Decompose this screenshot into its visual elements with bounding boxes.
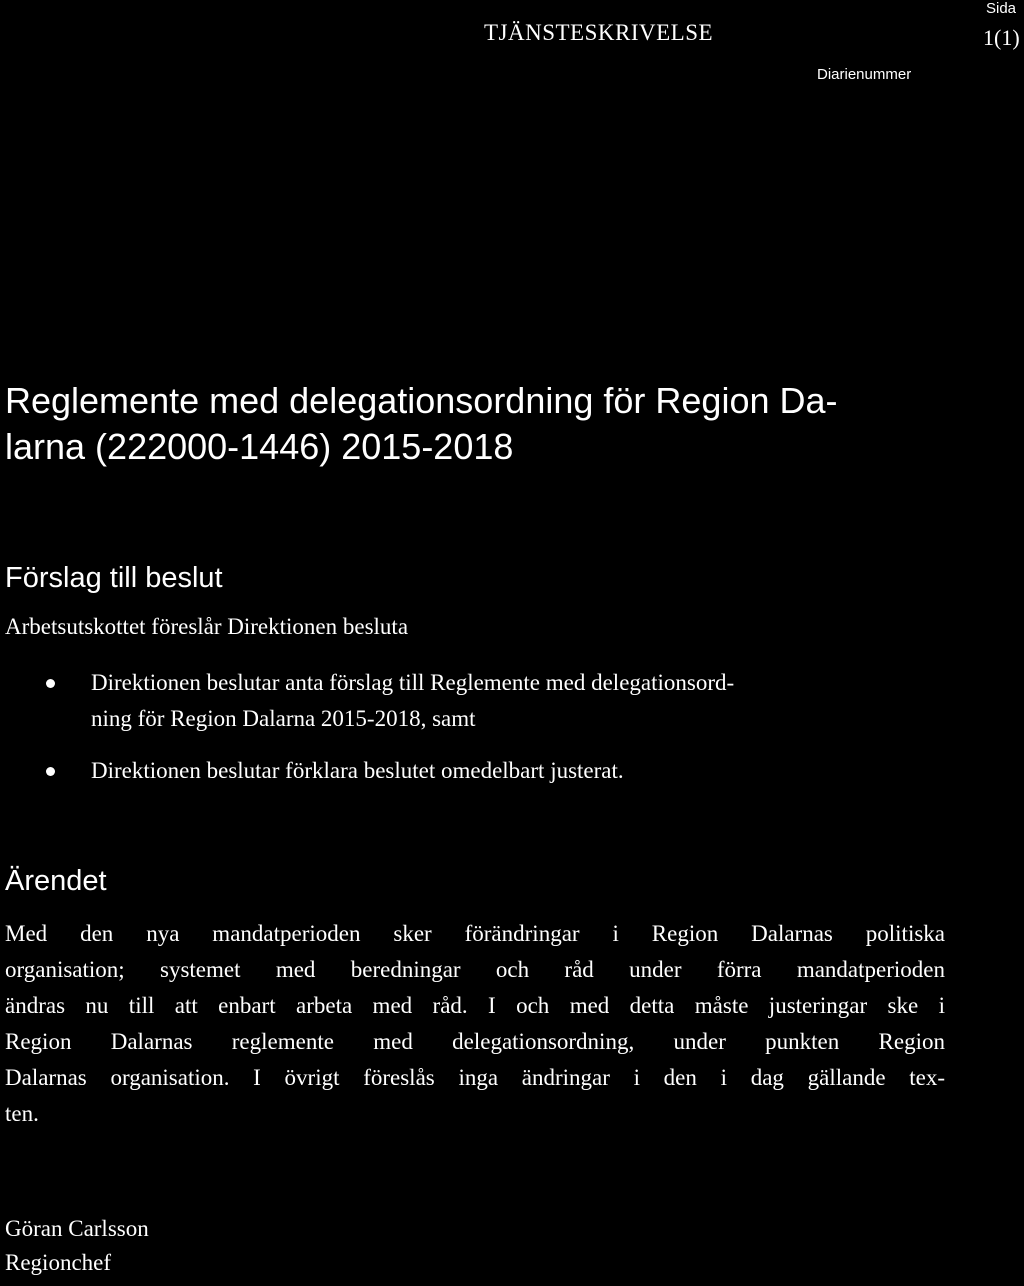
proposal-item [91,665,734,737]
document-title-line: larna (222000-1446) 2015-2018 [5,426,514,467]
case-body-line: ändras nu till att enbart arbeta med råd. I och med detta måste justeringar ske i [5,993,945,1018]
proposal-item [91,753,624,789]
case-heading: Ärendet [5,865,107,897]
proposal-heading: Förslag till beslut [5,562,223,594]
document-title [5,378,838,470]
signer-name: Göran Carlsson [5,1216,149,1241]
document-title-line: Reglemente med delegationsordning för Region Da- [5,380,838,421]
case-body-line: ten. [5,1101,39,1126]
page-number: 1(1) [983,25,1020,50]
bullet-dot [46,767,55,776]
registration-number-label: Diarienummer [817,66,912,83]
bullet-dot [46,679,55,688]
case-body [5,916,945,1132]
signer-title: Regionchef [5,1250,112,1275]
case-body-line: Dalarnas organisation. I övrigt föreslås inga ändringar i den i dag gällande tex- [5,1065,945,1090]
case-body-line: Med den nya mandatperioden sker förändringar i Region Dalarnas politiska [5,921,945,946]
proposal-item-line: ning för Region Dalarna 2015-2018, samt [91,706,476,731]
document-type: TJÄNSTESKRIVELSE [484,20,714,45]
proposal-item-line: Direktionen beslutar anta förslag till Reglemente med delegationsord- [91,670,735,695]
case-body-line: Region Dalarnas reglemente med delegationsordning, under punkten Region [5,1029,945,1054]
page-label: Sida [986,0,1017,17]
proposal-intro: Arbetsutskottet föreslår Direktionen besluta [5,614,409,639]
proposal-item-line: Direktionen beslutar förklara beslutet omedelbart justerat. [91,758,624,783]
case-body-line: organisation; systemet med beredningar och råd under förra mandatperioden [5,957,945,982]
